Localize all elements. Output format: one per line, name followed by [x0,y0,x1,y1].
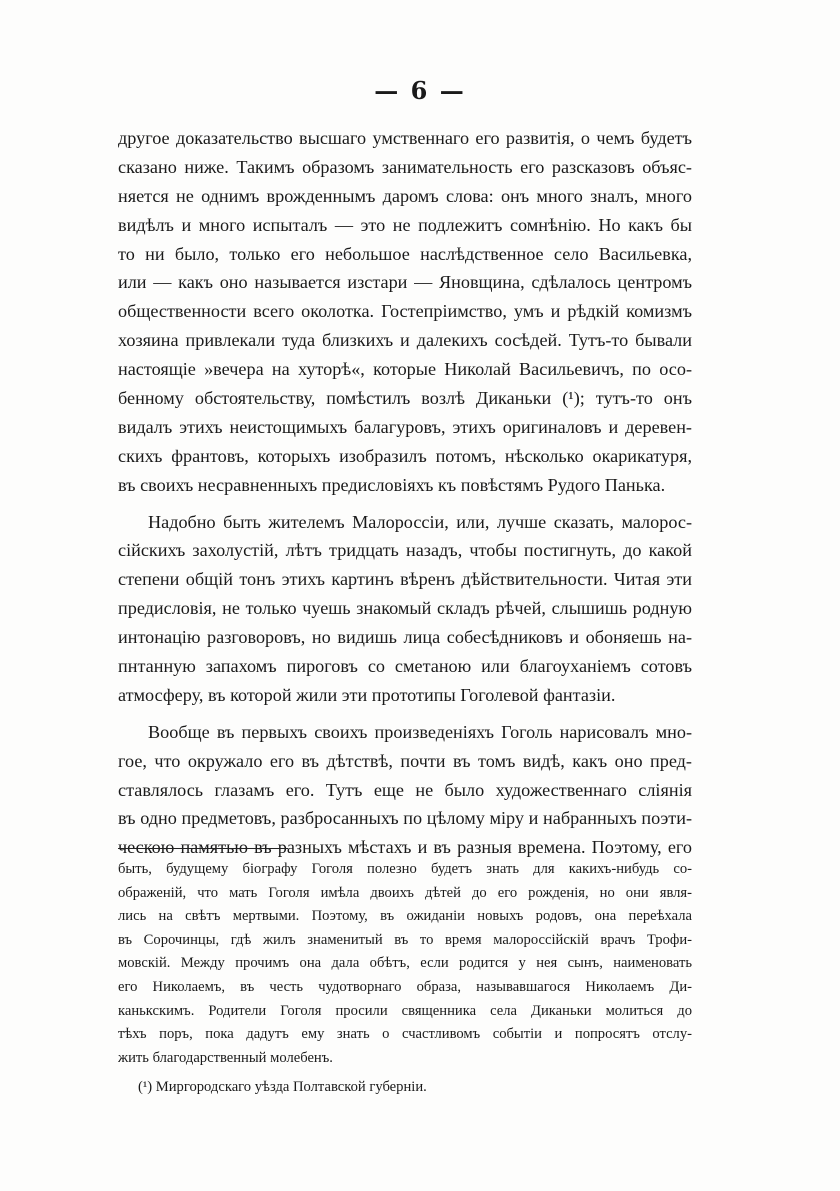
text-line: видалъ этихъ неистощимыхъ балагуровъ, этихъ оригиналовъ и деревен- [118,416,692,437]
text-line: степени общій тонъ этихъ картинъ вѣренъ дѣйствительности. Читая эти [118,569,692,590]
text-line: скихъ франтовъ, которыхъ изобразилъ потомъ, нѣсколько окарикатуря, [118,445,692,466]
footnote-line: въ Сорочинцы, гдѣ жилъ знаменитый въ то время малороссійскій врачъ Трофи- [118,931,692,948]
footnote-line: быть, будущему біографу Гоголя полезно будетъ знать для какихъ-нибудь со- [118,861,692,877]
footnote-line: ображеній, что мать Гоголя имѣла двоихъ дѣтей до его рожденія, но они явля- [118,884,692,901]
footnote-line: его Николаемъ, въ честь чудотворнаго образа, называвшагося Николаемъ Ди- [118,978,692,995]
footnote-line: лись на свѣтъ мертвыми. Поэтому, въ ожиданіи новыхъ родовъ, она переѣхала [118,908,692,925]
text-line: атмосферу, въ которой жили эти прототипы Гоголевой фантазіи. [118,684,616,705]
footnote-line: мовскій. Между прочимъ она дала обѣтъ, если родится у нея сынъ, наименовать [118,955,692,972]
text-line: Вообще въ первыхъ своихъ произведеніяхъ Гоголь нарисовалъ мно- [148,721,692,742]
main-text [118,124,692,862]
text-line: видѣлъ и много испыталъ — это не подлежитъ сомнѣнію. Но какъ бы [118,214,692,235]
text-line: настоящіе »вечера на хуторѣ«, которые Николай Васильевичъ, по осо- [118,359,692,380]
text-line: въ одно предметовъ, разбросанныхъ по цѣлому міру и набранныхъ поэти- [118,808,692,829]
footnote-line: тѣхъ поръ, пока дадутъ ему знать о счастливомъ событіи и попросятъ отслу- [118,1026,692,1043]
paragraph-1 [118,124,692,500]
text-line: или — какъ оно называется изстари — Яновщина, сдѣлалось центромъ [118,272,692,293]
text-line: то ни было, только его небольшое наслѣдственное село Васильевка, [118,243,692,264]
paragraph-3 [118,718,692,862]
footnote-1: (¹) Миргородскаго уѣзда Полтавской губерніи. [138,1079,427,1096]
text-line: сійскихъ захолустій, лѣтъ тридцать назадъ, чтобы постигнуть, до какой [118,540,692,561]
footnote-line: канькскимъ. Родители Гоголя просили священника села Диканьки молиться до [118,1002,692,1019]
footnotes [118,858,692,1100]
text-line: другое доказательство высшаго умственнаго его развитія, о чемъ будетъ [118,128,692,148]
paragraph-2 [118,508,692,710]
text-line: интонацію разговоровъ, но видишь лица собесѣдниковъ и обоняешь на- [118,627,692,648]
text-line: Надобно быть жителемъ Малороссіи, или, лучше сказать, малорос- [148,511,692,532]
footnote-divider [118,848,288,849]
page-number: — 6 — [374,76,466,105]
text-line: предисловія, не только чуешь знакомый складъ рѣчей, слышишь родную [118,598,692,619]
footnote-line: жить благодарственный молебенъ. [118,1049,333,1066]
text-line: въ своихъ несравненныхъ предисловіяхъ къ повѣстямъ Рудого Панька. [118,474,666,495]
text-line: хозяина привлекали туда близкихъ и далекихъ сосѣдей. Тутъ-то бывали [118,330,692,351]
text-line: пнтанную запахомъ пироговъ со сметаною или благоуханіемъ сотовъ [118,656,692,677]
text-line: няется не однимъ врожденнымъ даромъ слова: онъ много зналъ, много [118,185,692,206]
text-line: общественности всего околотка. Гостепріимство, умъ и рѣдкій комизмъ [118,301,692,322]
text-line: ставлялось глазамъ его. Тутъ еще не было художественнаго слiянія [118,779,692,800]
text-line: ческою памятью въ разныхъ мѣстахъ и въ разныя времена. Поэтому, его [118,837,692,858]
text-line: бенному обстоятельству, помѣстилъ возлѣ Диканьки (¹); тутъ-то онъ [118,388,692,409]
text-line: гое, что окружало его въ дѣтствѣ, почти въ томъ видѣ, какъ оно пред- [118,750,692,771]
text-line: сказано ниже. Такимъ образомъ занимательность его разсказовъ объяс- [118,156,692,177]
